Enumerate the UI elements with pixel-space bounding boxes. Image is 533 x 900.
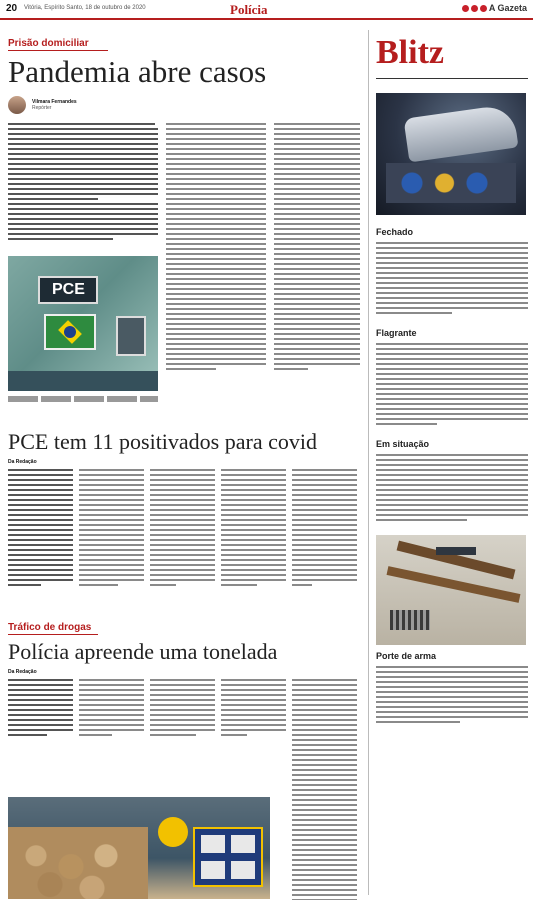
car-shape — [403, 104, 518, 163]
sidebar-item — [376, 651, 528, 723]
sidebar-item-heading: Fechado — [376, 227, 414, 237]
brand-name: A Gazeta — [488, 3, 527, 13]
story-byline: Da Redação — [8, 669, 37, 675]
story-headline: Polícia apreende uma tonelada — [8, 639, 278, 664]
author-block — [8, 95, 158, 115]
brand-dot-icon — [471, 5, 478, 12]
story-kicker: Tráfico de drogas — [8, 622, 92, 633]
sidebar-item — [376, 227, 528, 314]
sidebar-item — [376, 439, 528, 521]
photo-caption — [8, 396, 158, 402]
story-tonelada — [8, 622, 360, 900]
sidebar-item-heading: Flagrante — [376, 328, 417, 338]
ammo-icon — [390, 610, 430, 630]
sidebar-blitz — [376, 24, 528, 723]
story-kicker: Prisão domiciliar — [8, 38, 89, 49]
main-column — [8, 24, 360, 675]
sidebar-item-heading: Em situação — [376, 439, 430, 449]
story-text-block — [166, 123, 266, 370]
page-header — [0, 0, 533, 20]
brand-dot-icon — [462, 5, 469, 12]
author-name: Vilmara Fernandes — [32, 99, 77, 105]
author-role: Repórter — [32, 105, 52, 111]
column-divider — [368, 30, 369, 895]
brand-logo — [462, 3, 527, 13]
story-text-block — [8, 123, 158, 240]
pce-sign: PCE — [38, 276, 98, 304]
brazil-flag-icon — [44, 314, 96, 350]
story-byline: Da Redação — [8, 459, 37, 465]
sidebar-title: Blitz — [376, 34, 444, 71]
story-pandemia — [8, 38, 360, 370]
story-pce-covid — [8, 429, 360, 586]
sidebar-item — [376, 328, 528, 425]
brand-dot-icon — [480, 5, 487, 12]
blitz-car-photo — [376, 93, 526, 215]
weapons-photo — [376, 535, 526, 645]
author-avatar — [8, 96, 26, 114]
section-name: Polícia — [230, 2, 268, 17]
drugs-photo — [8, 797, 270, 899]
page-number: 20 — [6, 3, 18, 14]
story-text-block — [274, 123, 360, 370]
sidebar-item-heading: Porte de arma — [376, 651, 437, 661]
date-line: Vitória, Espírito Santo, 18 de outubro de 2020 — [24, 5, 146, 11]
drug-packages — [8, 827, 148, 899]
story-headline: Pandemia abre casos — [8, 54, 267, 89]
people-group — [386, 163, 516, 203]
pce-photo — [8, 256, 158, 391]
story-body — [8, 469, 360, 586]
story-headline: PCE tem 11 positivados para covid — [8, 429, 317, 454]
police-banner — [193, 827, 263, 887]
